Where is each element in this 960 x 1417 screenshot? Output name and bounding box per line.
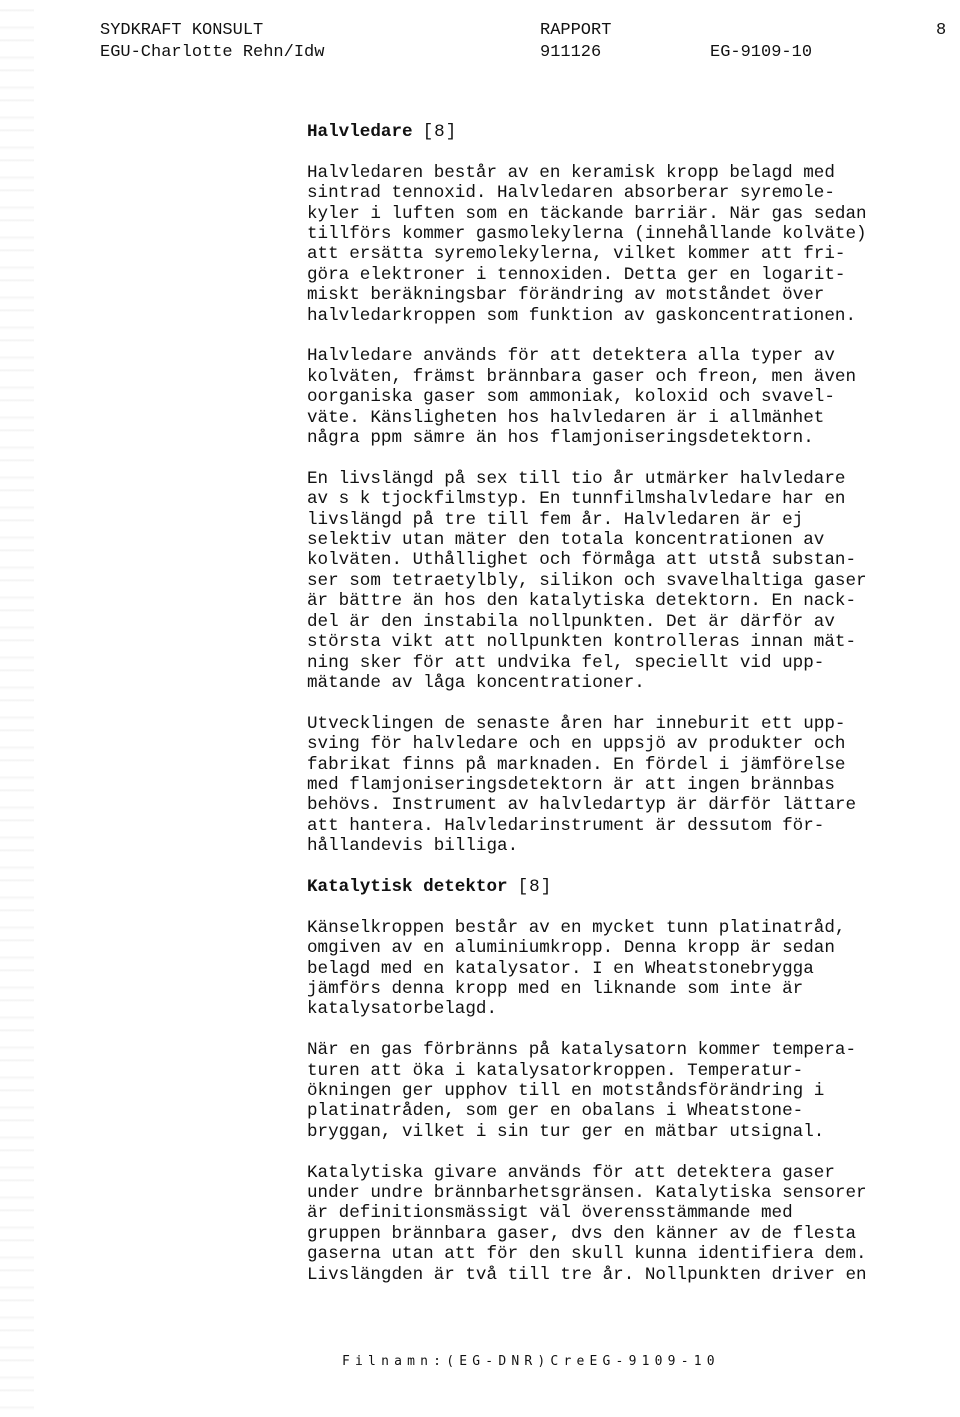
section-citation: [8] [517, 876, 553, 897]
text-line: kolväten, främst brännbara gaser och freon, men även [307, 366, 857, 387]
spacer [307, 1020, 957, 1040]
text-line: är definitionsmässigt väl överensstämmande med [307, 1203, 793, 1224]
spacer [307, 448, 957, 468]
header-reference: EG-9109-10 [710, 43, 813, 62]
text-line: sintrad tennoxid. Halvledaren absorberar syremole- [307, 183, 835, 204]
text-line: sving för halvledare och en uppsjö av produkter och [307, 734, 846, 755]
text-line: omgiven av en aluminiumkropp. Denna kropp är sedan [307, 938, 835, 959]
text-line: väte. Känsligheten hos halvledaren är i allmänhet [307, 407, 825, 428]
text-line: är bättre än hos den katalytiska detektorn. En nack- [307, 591, 857, 612]
text-line: livslängd på tre till fem år. Halvledaren är ej [307, 509, 804, 530]
text-line: platinatråden, som ger en obalans i Wheatstone- [307, 1101, 804, 1122]
text-line: kolväten. Uthållighet och förmåga att utstå substan- [307, 550, 857, 571]
header-document-type: RAPPORT [540, 21, 612, 40]
document-body [307, 122, 957, 1305]
text-line: Halvledare används för att detektera alla typer av [307, 346, 835, 367]
text-line: under undre brännbarhetsgränsen. Katalytiska sensorer [307, 1183, 867, 1203]
text-line: bryggan, vilket i sin tur ger en mätbar utsignal. [307, 1121, 825, 1142]
paragraph [307, 469, 957, 693]
text-line: selektiv utan mäter den totala koncentrationen av [307, 530, 825, 551]
text-line: gaserna utan att för den skull kunna identifiera dem. [307, 1244, 867, 1265]
header-organization: SYDKRAFT KONSULT [100, 21, 264, 40]
text-line: av s k tjockfilmstyp. En tunnfilmshalvledare har en [307, 489, 846, 510]
spacer [307, 693, 957, 713]
text-line: belagd med en katalysator. I en Wheatstonebrygga [307, 958, 814, 979]
spacer [307, 1142, 957, 1162]
header-author: EGU-Charlotte Rehn/Idw [100, 43, 325, 62]
text-line: några ppm sämre än hos flamjoniseringsdetektorn. [307, 428, 814, 449]
text-line: att ersätta syremolekylerna, vilket kommer att fri- [307, 244, 846, 265]
page-number: 8 [936, 21, 947, 40]
text-line: största vikt att nollpunkten kontrolleras innan mät- [307, 632, 857, 653]
section-title: Halvledare [307, 122, 413, 142]
spacer [307, 326, 957, 346]
spacer [307, 857, 957, 877]
text-line: katalysatorbelagd. [307, 999, 498, 1020]
spacer [307, 897, 957, 917]
text-line: behövs. Instrument av halvledartyp är därför lättare [307, 795, 857, 816]
text-line: jämförs denna kropp med en liknande som inte är [307, 978, 804, 999]
text-line: En livslängd på sex till tio år utmärker halvledare [307, 468, 846, 489]
text-line: göra elektroner i tennoxiden. Detta ger en logarit- [307, 264, 846, 285]
text-line: fabrikat finns på marknaden. En fördel i jämförelse [307, 754, 846, 775]
page-header [100, 20, 960, 70]
spacer [307, 142, 957, 162]
text-line: halvledarkroppen som funktion av gaskoncentrationen. [307, 305, 857, 326]
section-1 [307, 877, 957, 1305]
text-line: oorganiska gaser som ammoniak, koloxid och svavel- [307, 387, 835, 408]
text-line: del är den instabila nollpunkten. Det är därför av [307, 611, 835, 632]
text-line: Katalytiska givare används för att detektera gaser [307, 1162, 835, 1183]
text-line: När en gas förbränns på katalysatorn kommer tempera- [307, 1040, 857, 1061]
paragraph [307, 1163, 957, 1285]
text-line: ning sker för att undvika fel, speciellt vid upp- [307, 652, 825, 673]
paragraph [307, 346, 957, 448]
section-citation: [8] [422, 122, 458, 142]
scan-edge-artifact [0, 0, 34, 1417]
section-heading [307, 122, 957, 142]
text-line: ökningen ger upphov till en motståndsförändring i [307, 1080, 825, 1101]
text-line: tillförs kommer gasmolekylerna (innehållande kolväte) [307, 224, 867, 245]
paragraph [307, 163, 957, 326]
section-heading [307, 877, 957, 897]
text-line: ser som tetraetylbly, silikon och svavelhaltiga gaser [307, 570, 867, 591]
text-line: mätande av låga koncentrationer. [307, 672, 645, 693]
text-line: gruppen brännbara gaser, dvs den känner av de flesta [307, 1223, 857, 1244]
text-line: Halvledaren består av en keramisk kropp belagd med [307, 162, 835, 183]
text-line: hållandevis billiga. [307, 836, 519, 857]
text-line: Utvecklingen de senaste åren har inneburit ett upp- [307, 713, 846, 734]
paragraph [307, 714, 957, 857]
text-line: att hantera. Halvledarinstrument är dessutom för- [307, 815, 825, 836]
header-date: 911126 [540, 43, 602, 62]
paragraph [307, 1040, 957, 1142]
footer-filename: Filnamn:(EG-DNR)CreEG-9109-10 [342, 1354, 720, 1369]
text-line: kyler i luften som en täckande barriär. När gas sedan [307, 203, 867, 224]
text-line: Känselkroppen består av en mycket tunn platinatråd, [307, 917, 846, 938]
text-line: turen att öka i katalysatorkroppen. Temperatur- [307, 1060, 804, 1081]
section-title: Katalytisk detektor [307, 876, 508, 897]
text-line: Livslängden är två till tre år. Nollpunkten driver en [307, 1264, 867, 1285]
text-line: med flamjoniseringsdetektorn är att ingen brännbas [307, 774, 835, 795]
text-line: miskt beräkningsbar förändring av motståndet över [307, 285, 825, 306]
spacer [307, 1285, 957, 1305]
paragraph [307, 918, 957, 1020]
section-0 [307, 122, 957, 877]
